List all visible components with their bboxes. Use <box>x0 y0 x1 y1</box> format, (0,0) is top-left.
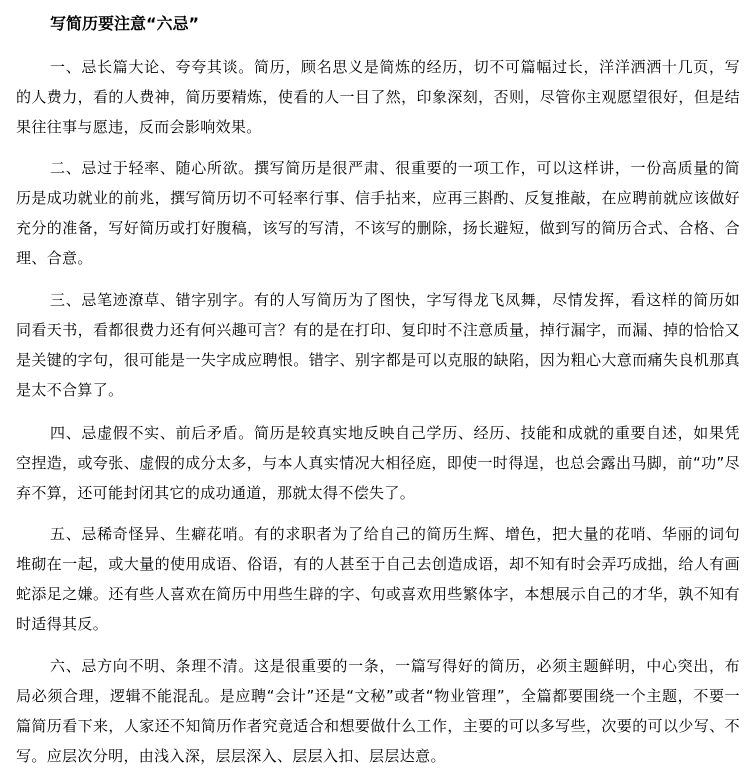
paragraph-6: 六、忌方向不明、条理不清。这是很重要的一条，一篇写得好的简历，必须主题鲜明，中心突出，布局必须合理，逻辑不能混乱。是应聘“会计”还是“文秘”或者“物业管理”，全篇都要围绕一个主题，不要一篇简历看下来，人家还不知简历作者究竟适合和想要做什么工作，主要的可以多写些，次要的可以少写、不写。应层次分明，由浅入深，层层深入、层层入扣、层层达意。 <box>16 657 740 765</box>
paragraph-3: 三、忌笔迹潦草、错字别字。有的人写简历为了图快，字写得龙飞凤舞，尽情发挥，看这样的简历如同看天书，看都很费力还有何兴趣可言？有的是在打印、复印时不注意质量，掉行漏字，而漏、掉的恰恰又是关键的字句，很可能是一失字成应聘恨。错字、别字都是可以克服的缺陷，因为粗心大意而痛失良机那真是太不合算了。 <box>16 291 740 399</box>
paragraph-2: 二、忌过于轻率、随心所欲。撰写简历是很严肃、很重要的一项工作，可以这样讲，一份高质量的简历是成功就业的前兆，撰写简历切不可轻率行事、信手拈来，应再三斟酌、反复推敲，在应聘前就应该做好充分的准备，写好简历或打好腹稿，该写的写清，不该写的删除，扬长避短，做到写的简历合式、合格、合理、合意。 <box>16 159 740 267</box>
document-title: 写简历要注意“六忌” <box>50 14 200 33</box>
paragraph-1: 一、忌长篇大论、夸夸其谈。简历，顾名思义是简炼的经历，切不可篇幅过长，洋洋洒洒十几页，写的人费力，看的人费神，简历要精炼，使看的人一目了然，印象深刻，否则，尽管你主观愿望很好，但是结果往往事与愿违，反而会影响效果。 <box>16 58 740 136</box>
paragraph-5: 五、忌稀奇怪异、生癖花哨。有的求职者为了给自己的简历生辉、增色，把大量的花哨、华丽的词句堆砌在一起，或大量的使用成语、俗语，有的人甚至于自己去创造成语，却不知有时会弄巧成拙，给人有画蛇添足之嫌。还有些人喜欢在简历中用些生辟的字、句或喜欢用些繁体字，本想展示自己的才华，孰不知有时适得其反。 <box>16 525 740 633</box>
paragraph-4: 四、忌虚假不实、前后矛盾。简历是较真实地反映自己学历、经历、技能和成就的重要自述，如果凭空捏造，或夸张、虚假的成分太多，与本人真实情况大相径庭，即使一时得逞，也总会露出马脚，前“功”尽弃不算，还可能封闭其它的成功通道，那就太得不偿失了。 <box>16 424 740 502</box>
